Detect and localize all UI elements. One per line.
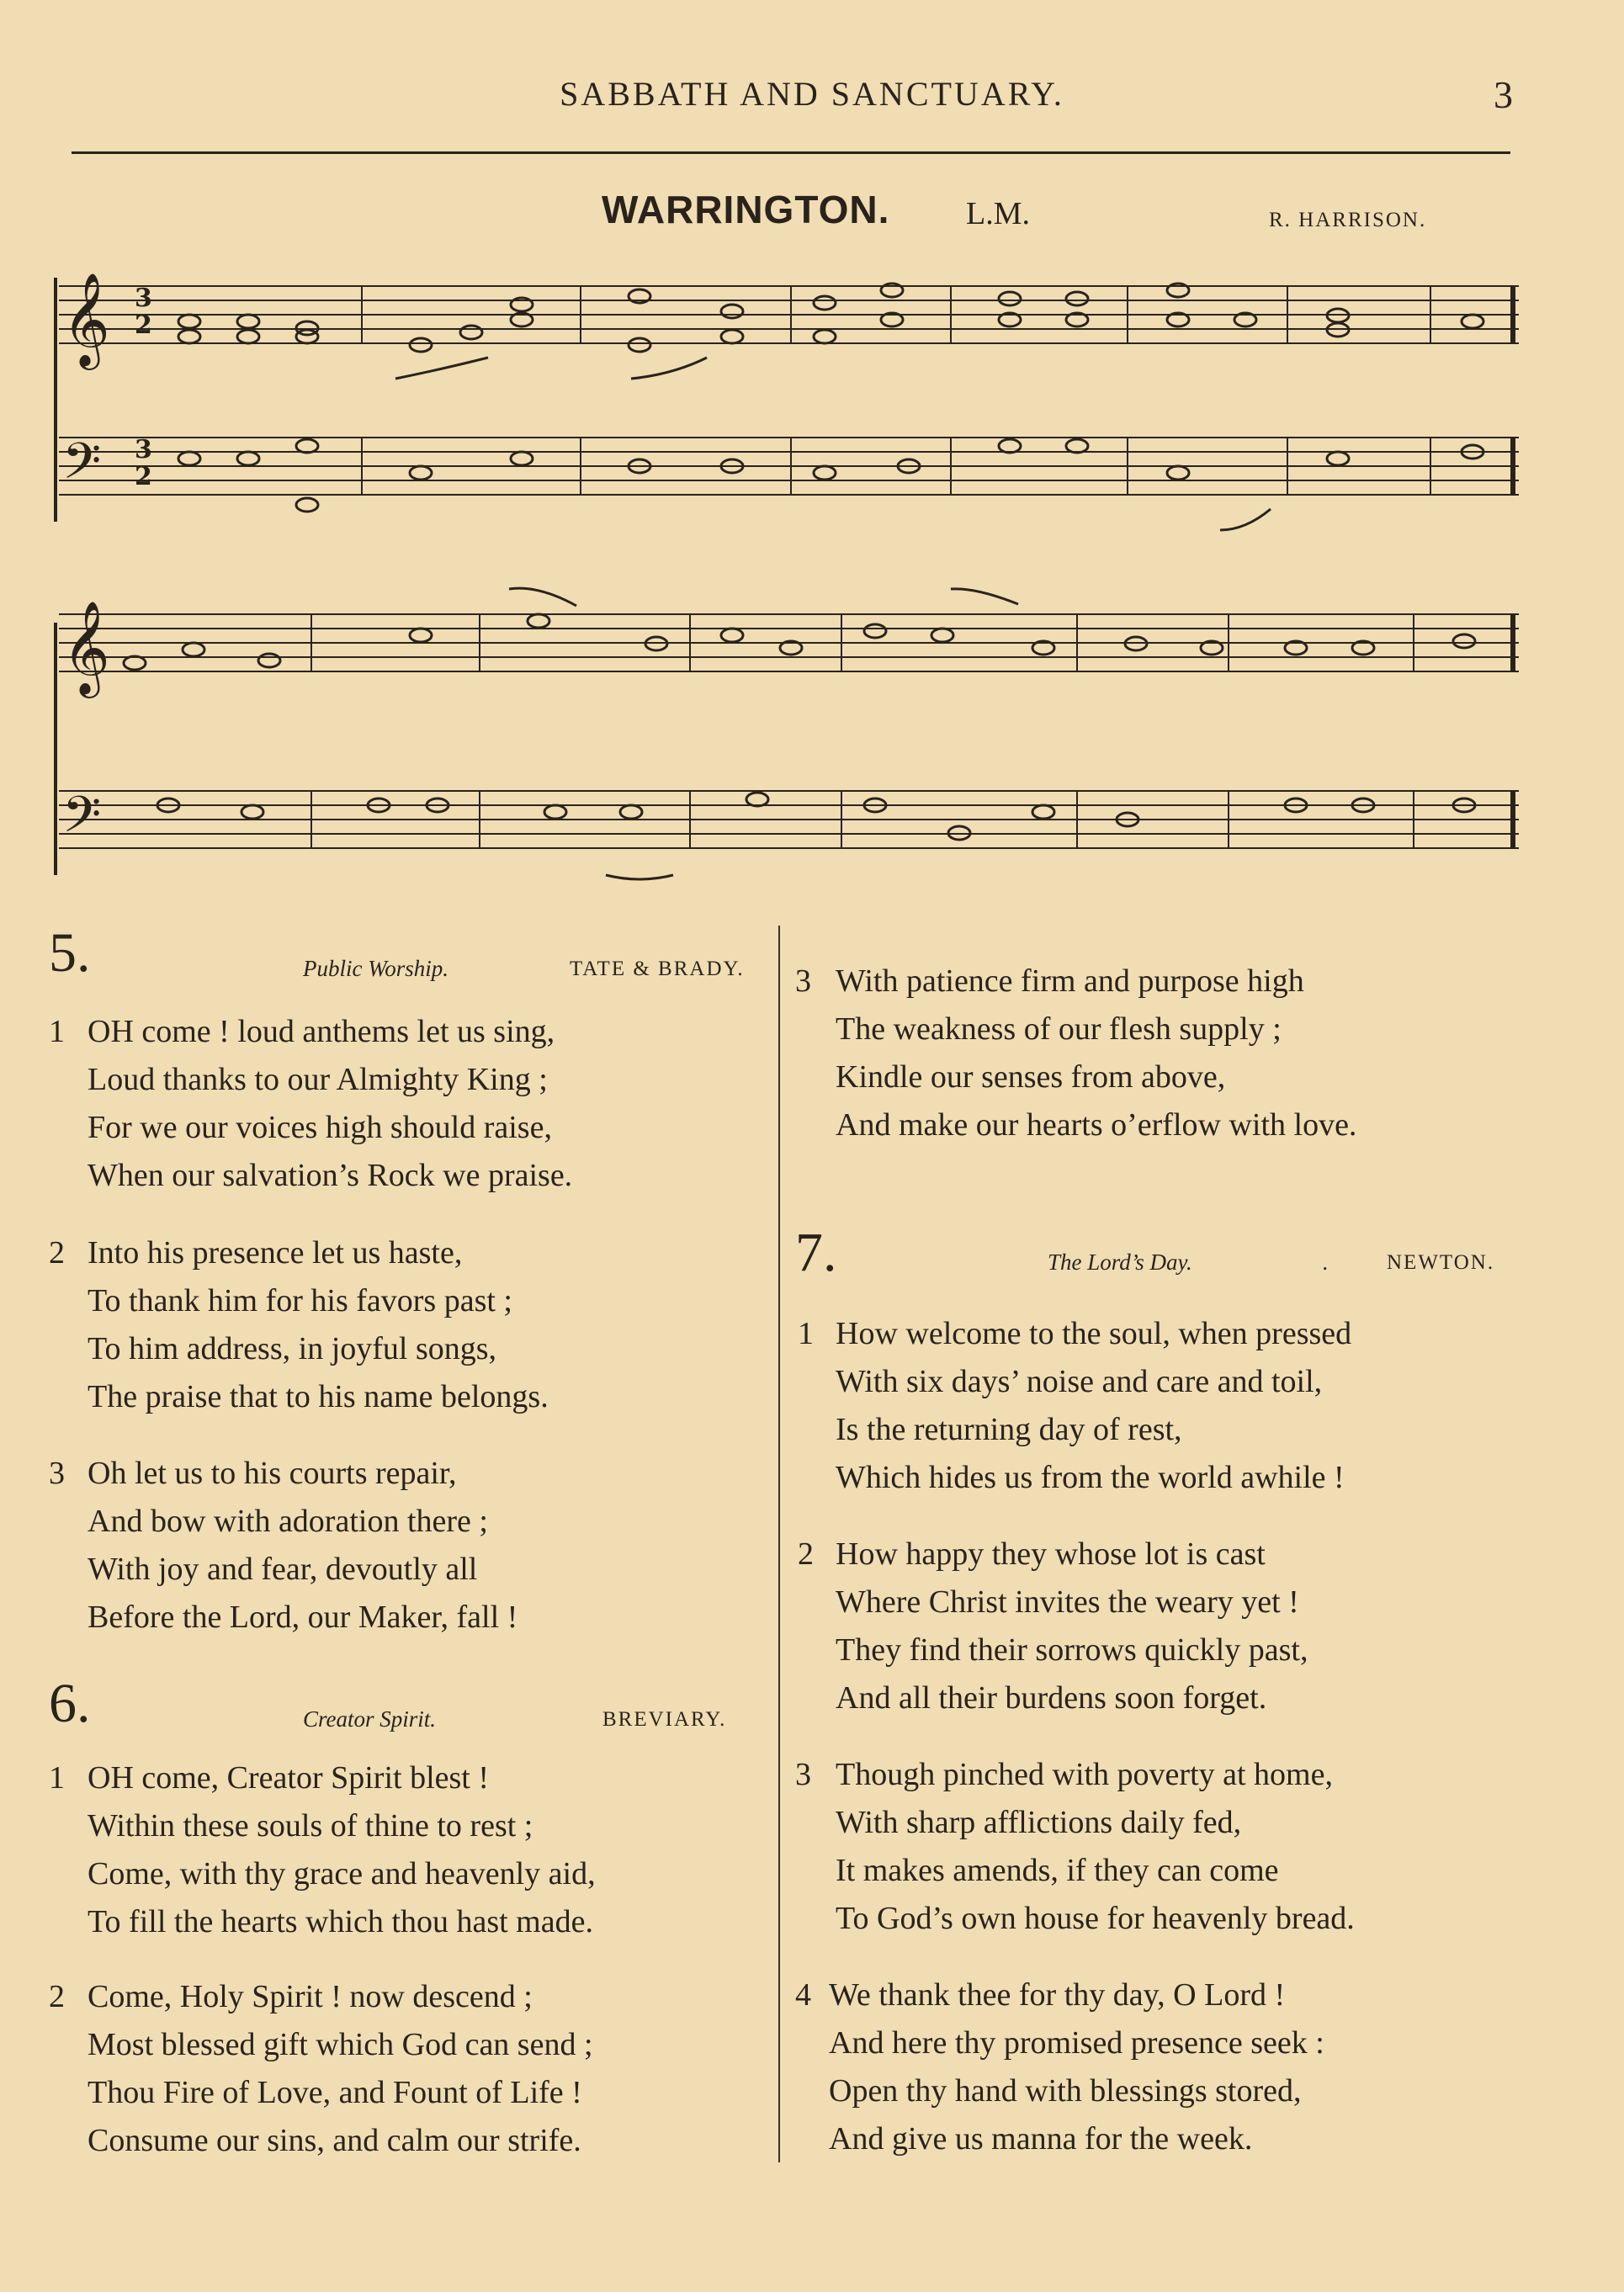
- verse-line: How welcome to the soul, when pressed: [836, 1316, 1352, 1351]
- verse-number: 1: [798, 1316, 814, 1351]
- verse-line: Come, Holy Spirit ! now descend ;: [88, 1979, 533, 2014]
- verse-line: Come, with thy grace and heavenly aid,: [88, 1856, 596, 1891]
- verse-line: And here thy promised presence seek :: [829, 2025, 1324, 2061]
- verse-line: Into his presence let us haste,: [88, 1235, 463, 1271]
- verse-line: And make our hearts o’erflow with love.: [836, 1107, 1357, 1143]
- verse-line: And all their burdens soon forget.: [836, 1680, 1267, 1716]
- verse-number: 1: [49, 1014, 65, 1049]
- verse-line: Is the returning day of rest,: [836, 1412, 1182, 1447]
- verse-line: They find their sorrows quickly past,: [836, 1632, 1308, 1668]
- svg-text:𝄢: 𝄢: [62, 785, 102, 856]
- verse-line: When our salvation’s Rock we praise.: [88, 1158, 573, 1193]
- verse-line: To fill the hearts which thou hast made.: [88, 1904, 593, 1939]
- svg-text:𝄞: 𝄞: [62, 272, 110, 366]
- verse-line: It makes amends, if they can come: [836, 1853, 1279, 1888]
- verse-number: 3: [795, 1757, 811, 1792]
- verse-line: With sharp afflictions daily fed,: [836, 1805, 1242, 1840]
- verse-line: Within these souls of thine to rest ;: [88, 1808, 533, 1844]
- verse-line: And bow with adoration there ;: [88, 1504, 488, 1539]
- verse-line: Thou Fire of Love, and Fount of Life !: [88, 2075, 582, 2110]
- verse-line: With patience firm and purpose high: [836, 963, 1304, 999]
- svg-text:3: 3: [135, 284, 152, 313]
- tune-meter: L.M.: [966, 196, 1030, 231]
- svg-text:2: 2: [135, 462, 152, 491]
- verse-line: Which hides us from the world awhile !: [836, 1460, 1345, 1495]
- verse-line: Oh let us to his courts repair,: [88, 1456, 457, 1491]
- tune-composer: R. HARRISON.: [1269, 209, 1427, 231]
- verse-line: Consume our sins, and calm our strife.: [88, 2123, 581, 2158]
- verse-line: OH come ! loud anthems let us sing,: [88, 1014, 555, 1049]
- running-title: SABBATH AND SANCTUARY.: [560, 75, 1064, 113]
- verse-line: For we our voices high should raise,: [88, 1110, 552, 1145]
- verse-number: 1: [49, 1760, 65, 1796]
- hymn-number: 7.: [795, 1222, 837, 1283]
- verse-line: Though pinched with poverty at home,: [836, 1757, 1333, 1792]
- verse-line: To him address, in joyful songs,: [88, 1331, 497, 1366]
- verse-line: With six days’ noise and care and toil,: [836, 1364, 1323, 1399]
- svg-text:𝄢: 𝄢: [62, 432, 102, 502]
- verse-number: 4: [795, 1977, 811, 2013]
- verse-line: Loud thanks to our Almighty King ;: [88, 1062, 548, 1097]
- tune-name: WARRINGTON.: [602, 188, 890, 231]
- header-rule: [72, 151, 1510, 154]
- hymn-title: The Lord’s Day.: [1048, 1249, 1192, 1275]
- hymn-author: NEWTON.: [1387, 1251, 1495, 1274]
- hymn-separator: .: [1323, 1249, 1329, 1275]
- hymn-title: Creator Spirit.: [303, 1706, 437, 1732]
- verse-number: 2: [49, 1235, 65, 1271]
- hymn-author: BREVIARY.: [602, 1708, 727, 1731]
- verse-line: Kindle our senses from above,: [836, 1059, 1226, 1095]
- verse-line: To God’s own house for heavenly bread.: [836, 1901, 1355, 1936]
- verse-line: And give us manna for the week.: [829, 2121, 1253, 2157]
- verse-line: Open thy hand with blessings stored,: [829, 2073, 1302, 2109]
- page-number: 3: [1494, 73, 1513, 116]
- svg-text:𝄞: 𝄞: [62, 600, 110, 694]
- hymn-number: 5.: [49, 922, 91, 984]
- verse-number: 3: [795, 963, 811, 999]
- column-divider: [778, 926, 780, 2162]
- svg-text:2: 2: [135, 310, 152, 340]
- verse-line: With joy and fear, devoutly all: [88, 1552, 478, 1587]
- staff-lines: [59, 286, 1519, 343]
- verse-number: 3: [49, 1456, 65, 1491]
- verse-line: We thank thee for thy day, O Lord !: [829, 1977, 1286, 2013]
- hymn-title: Public Worship.: [303, 956, 449, 981]
- hymn-number: 6.: [49, 1673, 91, 1734]
- verse-line: The weakness of our flesh supply ;: [836, 1011, 1282, 1047]
- verse-line: Before the Lord, our Maker, fall !: [88, 1600, 518, 1635]
- verse-number: 2: [798, 1536, 814, 1572]
- verse-line: To thank him for his favors past ;: [88, 1283, 512, 1318]
- hymn-author: TATE & BRADY.: [570, 958, 745, 980]
- music-score: [50, 252, 1531, 909]
- svg-text:3: 3: [135, 435, 152, 464]
- verse-line: How happy they whose lot is cast: [836, 1536, 1266, 1572]
- verse-line: Most blessed gift which God can send ;: [88, 2027, 593, 2062]
- verse-number: 2: [49, 1979, 65, 2014]
- verse-line: OH come, Creator Spirit blest !: [88, 1760, 490, 1796]
- verse-line: The praise that to his name belongs.: [88, 1379, 549, 1414]
- verse-line: Where Christ invites the weary yet !: [836, 1584, 1299, 1620]
